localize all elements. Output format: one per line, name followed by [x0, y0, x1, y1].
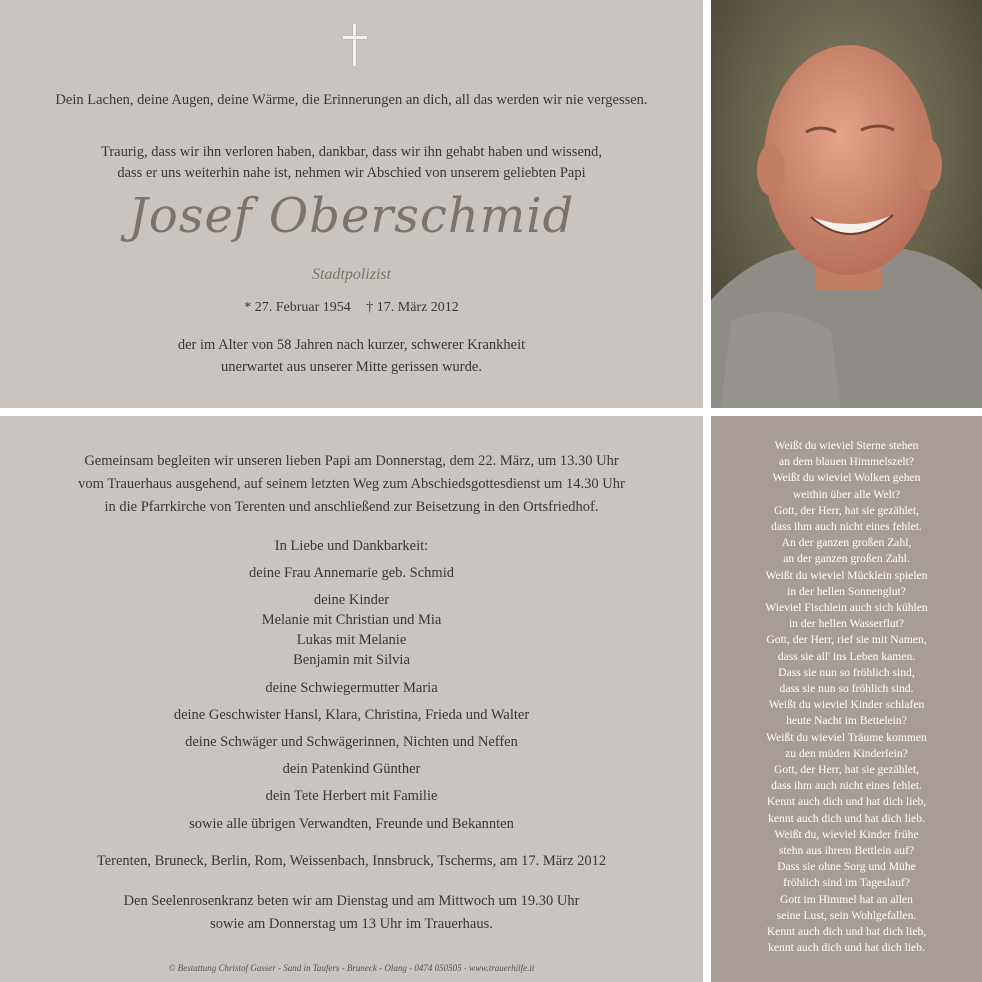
- poem-line: an dem blauen Himmelszelt?: [779, 455, 914, 469]
- poem-line: in der hellen Wasserflut?: [788, 617, 905, 631]
- poem-line: An der ganzen großen Zahl,: [781, 536, 912, 550]
- poem-line: Gott, der Herr, rief sie mit Namen,: [766, 633, 927, 647]
- poem-line: in der hellen Sonnenglut?: [787, 584, 906, 598]
- age-line-2: unerwartet aus unserer Mitte gerissen wurde.: [221, 359, 482, 375]
- portrait-image: [711, 0, 982, 408]
- intro-line-2: dass er uns weiterhin nahe ist, nehmen wir Abschied von unserem geliebten Papi: [117, 165, 586, 181]
- poem-line: dass ihm auch nicht eines fehlet.: [771, 779, 922, 793]
- poem-line: weithin über alle Welt?: [792, 487, 901, 501]
- poem-line: dass ihm auch nicht eines fehlet.: [771, 520, 922, 534]
- poem-text: [711, 438, 982, 957]
- mourner-uncle: dein Tete Herbert mit Familie: [265, 788, 438, 804]
- rosary-line-2: sowie am Donnerstag um 13 Uhr im Trauerhaus.: [210, 916, 493, 932]
- poem-line: Dass sie ohne Sorg und Mühe: [777, 860, 916, 874]
- rosary-line-1: Den Seelenrosenkranz beten wir am Dienstag und am Mittwoch um 19.30 Uhr: [123, 893, 580, 909]
- mourner-wife: deine Frau Annemarie geb. Schmid: [249, 565, 454, 581]
- poem-line: Gott im Himmel hat an allen: [780, 892, 913, 906]
- poem-line: Kennt auch dich und hat dich lieb,: [766, 925, 927, 939]
- poem-line: Gott, der Herr, hat sie gezählet,: [773, 503, 920, 517]
- poem-line: stehn aus ihrem Bettlein auf?: [778, 844, 915, 858]
- opening-line: Dein Lachen, deine Augen, deine Wärme, die Erinnerungen an dich, all das werden wir nie vergessen.: [55, 92, 648, 108]
- latin-cross-icon: [343, 24, 367, 66]
- funeral-line-1: Gemeinsam begleiten wir unseren lieben Papi am Donnerstag, dem 22. März, um 13.30 Uhr: [84, 453, 619, 469]
- poem-line: seine Lust, sein Wohlgefallen.: [776, 908, 917, 922]
- mourner-in-laws: deine Schwäger und Schwägerinnen, Nichten und Neffen: [185, 734, 518, 750]
- poem-line: Weißt du wieviel Mücklein spielen: [765, 568, 928, 582]
- mourner-others: sowie alle übrigen Verwandten, Freunde und Bekannten: [189, 816, 514, 832]
- poem-line: Weißt du wieviel Sterne stehen: [774, 439, 919, 452]
- mourner-godchild: dein Patenkind Günther: [282, 761, 421, 777]
- funeral-line-2: vom Trauerhaus ausgehend, auf seinem letzten Weg zum Abschiedsgottesdienst um 14.30 Uhr: [78, 476, 625, 492]
- age-line-1: der im Alter von 58 Jahren nach kurzer, schwerer Krankheit: [177, 337, 526, 353]
- funeral-home-credit: © Bestattung Christof Gasser - Sand in Taufers - Bruneck - Olang - 0474 050505 - www.trauerhilfe.it: [168, 963, 535, 973]
- mourners-intro: In Liebe und Dankbarkeit:: [274, 538, 429, 554]
- mourner-siblings: deine Geschwister Hansl, Klara, Christina, Frieda und Walter: [173, 707, 530, 723]
- poem-line: Dass sie nun so fröhlich sind,: [778, 665, 915, 679]
- intro-line-1: Traurig, dass wir ihn verloren haben, dankbar, dass wir ihn gehabt haben und wissend,: [100, 144, 603, 160]
- mourner-children-title: deine Kinder: [313, 592, 390, 608]
- poem-line: fröhlich sind im Tageslauf?: [783, 876, 910, 890]
- poem-line: Weißt du wieviel Wolken gehen: [772, 471, 921, 485]
- poem-line: Weißt du wieviel Kinder schlafen: [768, 698, 925, 712]
- places-and-date: Terenten, Bruneck, Berlin, Rom, Weissenbach, Innsbruck, Tscherms, am 17. März 2012: [96, 853, 607, 869]
- poem-line: kennt auch dich und hat dich lieb.: [768, 941, 925, 955]
- poem-line: kennt auch dich und hat dich lieb.: [768, 811, 925, 825]
- poem-line: Weißt du, wieviel Kinder frühe: [774, 827, 919, 841]
- life-dates: [0, 300, 703, 316]
- portrait-photo: [711, 0, 982, 408]
- poem-line: Weißt du wieviel Träume kommen: [766, 730, 927, 744]
- poem-line: dass sie all' ins Leben kamen.: [777, 649, 916, 663]
- poem-line: an der ganzen großen Zahl.: [783, 552, 910, 566]
- poem-line: Wieviel Fischlein auch sich kühlen: [765, 601, 928, 615]
- mourner-child: Melanie mit Christian und Mia: [261, 612, 442, 628]
- poem-line: zu den müden Kinderlein?: [785, 746, 908, 760]
- poem-line: heute Nacht im Bettelein?: [786, 714, 907, 728]
- poem-line: dass sie nun so fröhlich sind.: [779, 682, 914, 696]
- deceased-name: Josef Oberschmid: [128, 188, 575, 244]
- poem-line: Gott, der Herr, hat sie gezählet,: [773, 763, 920, 777]
- mourner-mother-in-law: deine Schwiegermutter Maria: [265, 680, 438, 696]
- mourner-child: Benjamin mit Silvia: [293, 652, 410, 668]
- deceased-profession: Stadtpolizist: [311, 266, 392, 283]
- funeral-line-3: in die Pfarrkirche von Terenten und anschließend zur Beisetzung in den Ortsfriedhof.: [104, 499, 599, 515]
- death-date: † 17. März 2012: [366, 300, 459, 315]
- mourner-child: Lukas mit Melanie: [296, 632, 407, 648]
- birth-date: * 27. Februar 1954: [244, 300, 351, 315]
- poem-line: Kennt auch dich und hat dich lieb,: [766, 795, 927, 809]
